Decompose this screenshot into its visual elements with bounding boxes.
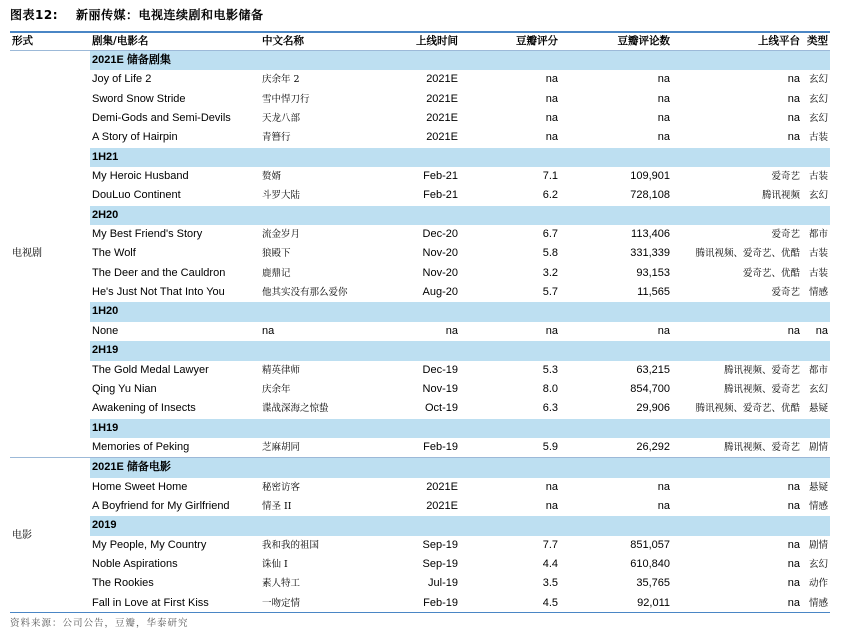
cell-genre: 玄幻 — [808, 93, 828, 105]
table-row — [10, 225, 830, 244]
section-heading: 1H19 — [90, 419, 830, 438]
cell-platform: 爱奇艺、优酷 — [742, 267, 800, 279]
cell-title: Noble Aspirations — [92, 557, 178, 570]
cell-genre: 都市 — [808, 364, 828, 376]
cell-douban-reviews: 109,901 — [630, 170, 670, 183]
cell-douban-reviews: na — [657, 499, 670, 512]
cell-douban-reviews: na — [657, 480, 670, 493]
cell-douban-reviews: 63,215 — [636, 363, 670, 376]
col-header-release: 上线时间 — [416, 35, 458, 47]
cell-title: My People, My Country — [92, 538, 207, 551]
table-row — [10, 186, 830, 205]
col-header-form: 形式 — [12, 35, 33, 47]
cell-platform: na — [787, 480, 800, 493]
figure-caption: 新丽传媒：电视连续剧和电影储备 — [76, 8, 264, 22]
cell-release: Dec-20 — [422, 228, 458, 241]
cell-genre: 悬疑 — [808, 481, 828, 493]
table-row — [10, 361, 830, 380]
cell-platform: na — [787, 112, 800, 125]
cell-release: Sep-19 — [422, 538, 458, 551]
cell-release: 2021E — [426, 92, 458, 105]
cell-title: None — [92, 324, 119, 337]
cell-douban-reviews: 92,011 — [637, 596, 670, 609]
cell-title: My Best Friend's Story — [92, 228, 203, 241]
section-heading: 1H21 — [90, 148, 830, 167]
cell-douban-score: 8.0 — [542, 382, 558, 395]
section-row — [10, 148, 830, 167]
cell-douban-score: 5.3 — [542, 363, 558, 376]
cell-genre: 动作 — [808, 578, 828, 590]
cell-title: The Rookies — [92, 577, 154, 590]
section-heading: 2H20 — [90, 206, 830, 225]
cell-title: Fall in Love at First Kiss — [92, 596, 209, 609]
cell-douban-reviews: 113,406 — [631, 228, 670, 241]
cell-release: 2021E — [426, 112, 458, 125]
cell-title: Joy of Life 2 — [92, 73, 152, 86]
cell-platform: na — [787, 324, 800, 337]
cell-douban-score: na — [545, 112, 558, 125]
cell-title: Awakening of Insects — [92, 402, 196, 415]
section-row — [10, 516, 830, 535]
cell-release: 2021E — [426, 480, 458, 493]
cell-release: Jul-19 — [428, 577, 458, 590]
cell-douban-reviews: na — [657, 73, 670, 86]
cell-genre: 古装 — [808, 267, 828, 279]
cell-title: My Heroic Husband — [92, 170, 189, 183]
section-heading: 1H20 — [90, 302, 830, 321]
cell-douban-reviews: na — [657, 92, 670, 105]
cell-douban-score: 4.4 — [542, 557, 558, 570]
cell-douban-reviews: na — [657, 131, 670, 144]
cell-genre: 剧情 — [808, 539, 828, 551]
cell-chinese-name: 秘密访客 — [262, 481, 301, 493]
section-row — [10, 302, 830, 321]
cell-genre: 古装 — [808, 171, 828, 183]
cell-release: Nov-20 — [422, 247, 458, 260]
col-header-douban-reviews: 豆瓣评论数 — [617, 35, 670, 47]
cell-douban-reviews: 93,153 — [636, 266, 670, 279]
cell-release: Nov-19 — [422, 382, 458, 395]
cell-douban-reviews: 11,565 — [637, 286, 670, 299]
cell-release: na — [445, 324, 458, 337]
cell-chinese-name: 雪中悍刀行 — [262, 93, 310, 105]
cell-douban-reviews: na — [657, 112, 670, 125]
cell-chinese-name: 狼殿下 — [262, 248, 291, 260]
cell-platform: na — [787, 499, 800, 512]
cell-genre: 古装 — [808, 132, 828, 144]
cell-douban-score: na — [545, 480, 558, 493]
cell-title: Qing Yu Nian — [92, 382, 157, 395]
cell-douban-score: na — [545, 73, 558, 86]
cell-platform: na — [787, 557, 800, 570]
cell-title: DouLuo Continent — [92, 189, 181, 202]
cell-genre: 玄幻 — [808, 383, 828, 395]
table-row — [10, 128, 830, 147]
cell-chinese-name: 青簪行 — [262, 132, 291, 144]
table-row — [10, 283, 830, 302]
cell-chinese-name: 素人特工 — [262, 578, 301, 590]
cell-release: Aug-20 — [422, 286, 458, 299]
cell-douban-score: 5.9 — [542, 440, 558, 453]
section-row — [10, 51, 830, 71]
col-header-platform: 上线平台 — [758, 35, 800, 47]
cell-platform: 腾讯视频、爱奇艺、优酷 — [695, 403, 800, 415]
cell-title: Demi-Gods and Semi-Devils — [92, 112, 231, 125]
section-row — [10, 419, 830, 438]
cell-platform: 腾讯视频 — [761, 190, 800, 202]
table-row — [10, 536, 830, 555]
cell-release: Dec-19 — [422, 363, 458, 376]
cell-chinese-name: 一吻定情 — [262, 597, 301, 609]
table-row — [10, 399, 830, 418]
col-header-genre: 类型 — [807, 35, 828, 47]
cell-genre: 剧情 — [808, 441, 828, 453]
col-header-title: 剧集/电影名 — [92, 35, 149, 47]
cell-douban-reviews: na — [657, 324, 670, 337]
cell-douban-score: 7.1 — [542, 170, 558, 183]
cell-chinese-name: 庆余年 2 — [262, 74, 300, 86]
table-body — [10, 51, 830, 613]
section-heading: 2H19 — [90, 341, 830, 360]
cell-platform: na — [787, 73, 800, 86]
table-row — [10, 438, 830, 458]
cell-platform: na — [787, 596, 800, 609]
cell-douban-reviews: 854,700 — [630, 382, 670, 395]
cell-release: Sep-19 — [422, 557, 458, 570]
cell-genre: 情感 — [808, 500, 828, 512]
table-row — [10, 322, 830, 341]
cell-genre: 悬疑 — [808, 403, 828, 415]
cell-release: Feb-21 — [423, 170, 458, 183]
cell-chinese-name: 我和我的祖国 — [262, 539, 320, 551]
cell-chinese-name: 诛仙 I — [262, 558, 288, 570]
cell-douban-score: na — [545, 499, 558, 512]
cell-release: Oct-19 — [424, 402, 458, 415]
cell-chinese-name: na — [262, 324, 275, 337]
cell-douban-score: 5.8 — [542, 247, 558, 260]
cell-douban-score: na — [545, 92, 558, 105]
cell-platform: na — [787, 538, 800, 551]
cell-platform: 腾讯视频、爱奇艺、优酷 — [695, 248, 800, 260]
cell-chinese-name: 流金岁月 — [262, 229, 301, 241]
cell-platform: 腾讯视频、爱奇艺 — [723, 383, 800, 395]
cell-genre: 玄幻 — [808, 558, 828, 570]
cell-chinese-name: 斗罗大陆 — [262, 190, 301, 202]
cell-release: Feb-19 — [423, 596, 458, 609]
cell-genre: 玄幻 — [808, 190, 828, 202]
table-row — [10, 167, 830, 186]
cell-douban-reviews: 610,840 — [630, 557, 670, 570]
cell-genre: 都市 — [808, 229, 828, 241]
cell-douban-reviews: 29,906 — [636, 402, 670, 415]
cell-genre: 玄幻 — [808, 113, 828, 125]
cell-genre: 古装 — [808, 248, 828, 260]
header-row — [10, 33, 830, 51]
cell-platform: 爱奇艺 — [771, 171, 800, 183]
cell-genre: 玄幻 — [808, 74, 828, 86]
cell-douban-score: 3.5 — [542, 577, 558, 590]
cell-title: Home Sweet Home — [92, 480, 188, 493]
section-heading: 2021E 储备剧集 — [90, 51, 830, 71]
cell-title: A Story of Hairpin — [92, 131, 178, 144]
cell-douban-score: 6.7 — [542, 228, 558, 241]
cell-title: Sword Snow Stride — [92, 92, 186, 105]
source-note: 资料来源：公司公告，豆瓣，华泰研究 — [10, 618, 189, 629]
cell-chinese-name: 天龙八部 — [262, 113, 301, 125]
cell-platform: 爱奇艺 — [771, 287, 800, 299]
form-cell: 电视剧 — [12, 248, 42, 260]
cell-chinese-name: 鹿鼎记 — [262, 267, 291, 279]
cell-douban-score: 5.7 — [542, 286, 558, 299]
section-row — [10, 341, 830, 360]
cell-chinese-name: 赘婿 — [262, 171, 282, 183]
table-row — [10, 478, 830, 497]
table-row — [10, 555, 830, 574]
cell-release: Feb-21 — [423, 189, 458, 202]
cell-platform: na — [787, 92, 800, 105]
cell-title: The Wolf — [92, 247, 136, 260]
section-heading: 2019 — [90, 516, 830, 535]
table-row — [10, 90, 830, 109]
table-row — [10, 594, 830, 613]
col-header-chinese-name: 中文名称 — [262, 35, 304, 47]
cell-platform: 腾讯视频、爱奇艺 — [723, 441, 800, 453]
table-row — [10, 574, 830, 593]
cell-douban-reviews: 26,292 — [636, 440, 670, 453]
table-row — [10, 497, 830, 516]
table-row — [10, 380, 830, 399]
cell-douban-score: na — [545, 131, 558, 144]
cell-platform: 爱奇艺 — [771, 229, 800, 241]
cell-douban-reviews: 851,057 — [630, 538, 670, 551]
section-row — [10, 206, 830, 225]
cell-douban-score: na — [545, 324, 558, 337]
cell-title: The Deer and the Cauldron — [92, 266, 226, 279]
cell-douban-reviews: 35,765 — [636, 577, 670, 590]
figure-title — [10, 6, 264, 24]
section-row — [10, 458, 830, 478]
table-row — [10, 70, 830, 89]
figure-label: 图表12: — [10, 8, 58, 22]
cell-release: Nov-20 — [422, 266, 458, 279]
cell-release: Feb-19 — [423, 440, 458, 453]
cell-douban-score: 3.2 — [542, 266, 558, 279]
cell-chinese-name: 精英律师 — [262, 364, 301, 376]
cell-chinese-name: 芝麻胡同 — [262, 441, 301, 453]
cell-douban-score: 4.5 — [542, 596, 558, 609]
cell-douban-reviews: 728,108 — [630, 189, 670, 202]
cell-title: Memories of Peking — [92, 440, 190, 453]
cell-platform: na — [787, 577, 800, 590]
cell-douban-score: 7.7 — [542, 538, 558, 551]
cell-title: A Boyfriend for My Girlfriend — [92, 499, 230, 512]
cell-release: 2021E — [426, 499, 458, 512]
cell-douban-reviews: 331,339 — [630, 247, 670, 260]
cell-title: He's Just Not That Into You — [92, 286, 225, 299]
cell-chinese-name: 情圣 II — [262, 500, 292, 512]
table-row — [10, 109, 830, 128]
cell-douban-score: 6.3 — [542, 402, 558, 415]
cell-platform: 腾讯视频、爱奇艺 — [723, 364, 800, 376]
cell-genre: 情感 — [808, 287, 828, 299]
table-row — [10, 264, 830, 283]
table-row — [10, 244, 830, 263]
cell-douban-score: 6.2 — [542, 189, 558, 202]
cell-genre: na — [815, 324, 828, 337]
cell-chinese-name: 他其实没有那么爱你 — [262, 287, 348, 299]
col-header-douban-score: 豆瓣评分 — [516, 35, 558, 47]
cell-platform: na — [787, 131, 800, 144]
cell-genre: 情感 — [808, 597, 828, 609]
bottom-rule — [10, 612, 830, 613]
form-cell: 电影 — [10, 458, 90, 613]
section-heading: 2021E 储备电影 — [90, 458, 830, 478]
cell-release: 2021E — [426, 131, 458, 144]
cell-chinese-name: 谍战深海之惊蛰 — [262, 403, 329, 415]
reserve-table — [10, 33, 830, 613]
cell-release: 2021E — [426, 73, 458, 86]
cell-title: The Gold Medal Lawyer — [92, 363, 209, 376]
cell-chinese-name: 庆余年 — [262, 383, 291, 395]
